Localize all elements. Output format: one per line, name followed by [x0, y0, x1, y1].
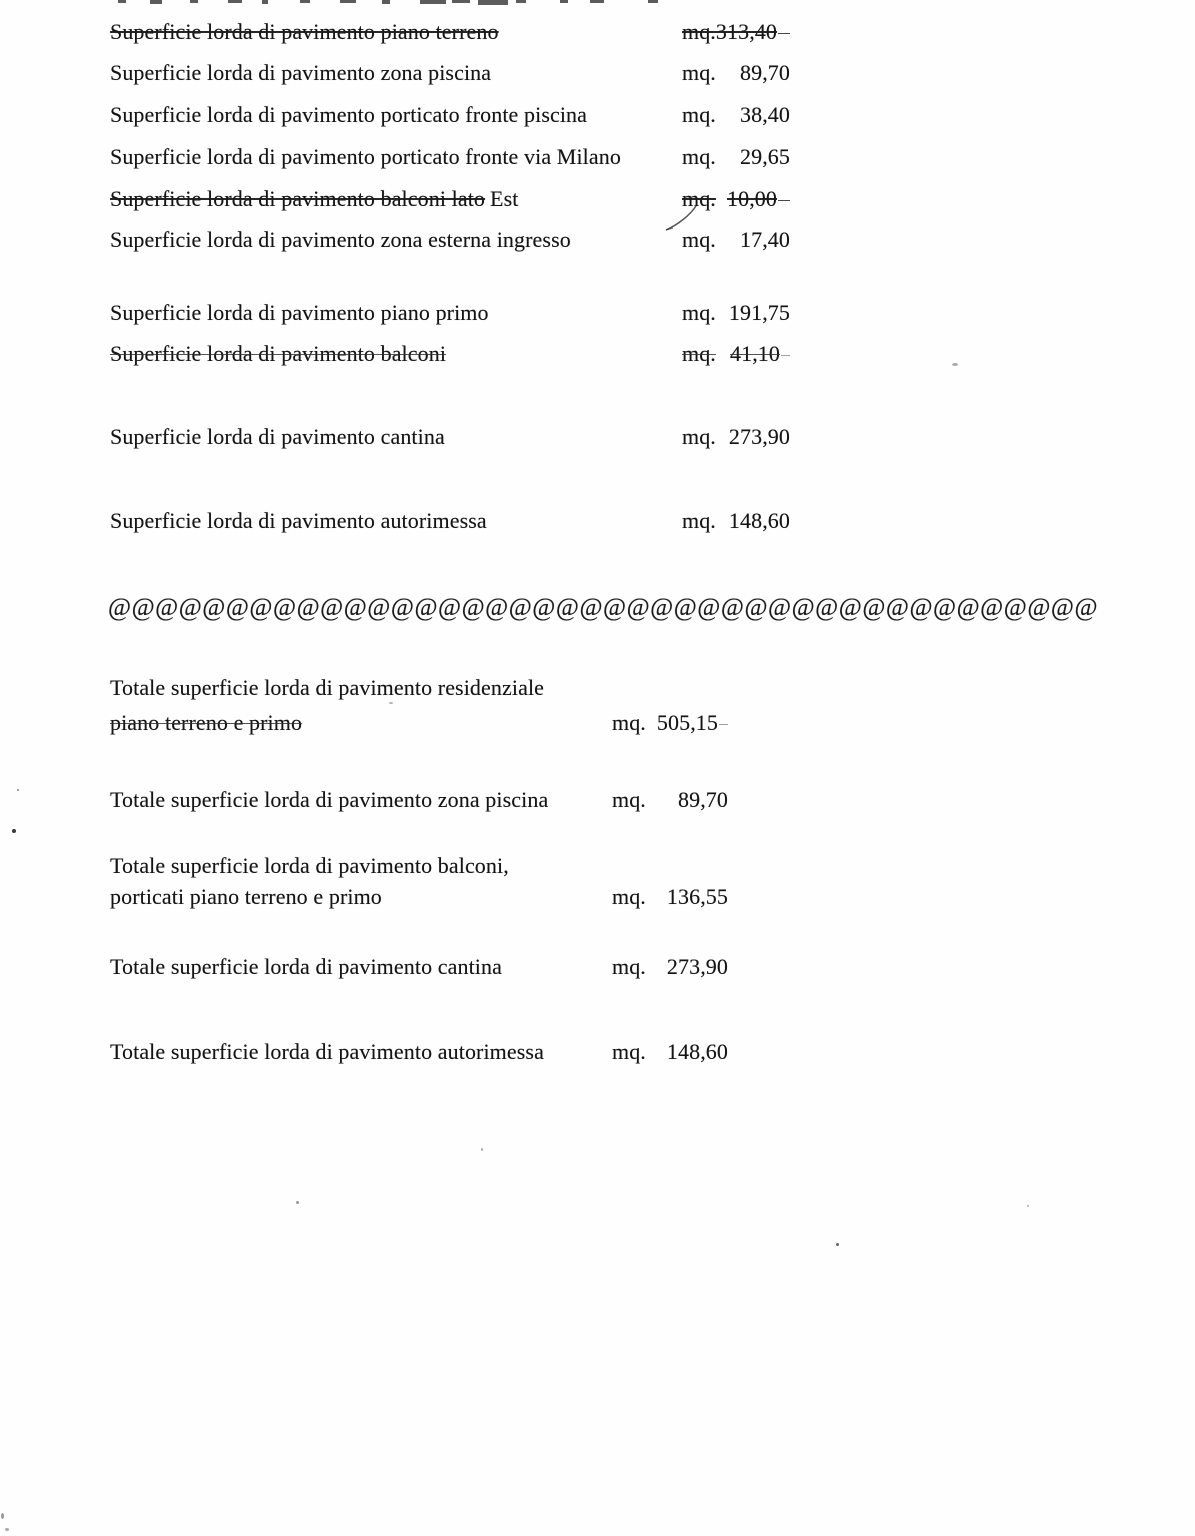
- unit-label: mq.: [612, 710, 646, 735]
- unit-label: mq.: [612, 1039, 646, 1064]
- unit-label: mq.: [682, 60, 716, 85]
- area-label: Superficie lorda di pavimento piano primo: [110, 300, 489, 325]
- totals-row: [110, 954, 728, 980]
- area-value: 273,90: [728, 424, 790, 449]
- unit-label: mq.: [682, 144, 716, 169]
- unit-label: mq.: [682, 424, 716, 449]
- area-value: 89,70: [740, 60, 790, 85]
- totals-value: 273,90: [666, 954, 728, 979]
- totals-value: 148,60: [666, 1039, 728, 1064]
- totals-value: 89,70: [678, 787, 728, 812]
- unit-label: mq.: [682, 19, 716, 44]
- totals-value: 136,55: [666, 884, 728, 909]
- area-row: [110, 424, 790, 450]
- area-row: [110, 227, 790, 253]
- totals-row: [110, 787, 728, 813]
- area-value: 191,75: [728, 300, 790, 325]
- area-row: [110, 341, 780, 367]
- unit-label: mq.: [682, 341, 716, 366]
- area-label: Superficie lorda di pavimento autorimessa: [110, 508, 487, 533]
- area-row: [110, 102, 790, 128]
- area-row: [110, 186, 777, 212]
- area-label-suffix: Est: [490, 186, 519, 211]
- area-label: Superficie lorda di pavimento zona esterna ingresso: [110, 227, 571, 252]
- unit-label: mq.: [682, 227, 716, 252]
- totals-label-line1: Totale superficie lorda di pavimento balconi,: [110, 853, 509, 878]
- area-row: [110, 19, 778, 45]
- totals-label-line1: Totale superficie lorda di pavimento residenziale: [110, 675, 545, 700]
- area-value: 29,65: [740, 144, 790, 169]
- area-value: 313,40: [716, 19, 790, 45]
- area-row: [110, 508, 790, 534]
- unit-label: mq.: [682, 102, 716, 127]
- area-label: Superficie lorda di pavimento piano terreno: [110, 19, 499, 44]
- totals-row: [110, 1039, 728, 1065]
- unit-label: mq.: [612, 787, 646, 812]
- area-value: 41,10: [730, 341, 790, 367]
- area-label: Superficie lorda di pavimento porticato fronte via Milano: [110, 144, 621, 169]
- unit-label: mq.: [682, 186, 716, 211]
- area-label: Superficie lorda di pavimento porticato fronte piscina: [110, 102, 588, 127]
- area-row: [110, 60, 790, 86]
- totals-label-line2: porticati piano terreno e primo: [110, 884, 382, 909]
- separator-row: @@@@@@@@@@@@@@@@@@@@@@@@@@@@@@@@@@@@@@@@@@: [108, 594, 1099, 621]
- unit-label: mq.: [612, 954, 646, 979]
- area-label: Superficie lorda di pavimento balconi: [110, 341, 447, 366]
- pen-mark: [663, 203, 699, 235]
- area-value: 148,60: [728, 508, 790, 533]
- totals-row: [110, 853, 509, 879]
- area-row: [110, 300, 790, 326]
- totals-label-line1: Totale superficie lorda di pavimento zona piscina: [110, 787, 549, 812]
- area-value: 38,40: [740, 102, 790, 127]
- totals-label-line1: Totale superficie lorda di pavimento autorimessa: [110, 1039, 544, 1064]
- totals-label-line1: Totale superficie lorda di pavimento cantina: [110, 954, 502, 979]
- totals-row: [110, 675, 544, 701]
- area-label: Superficie lorda di pavimento balconi lato: [110, 186, 486, 211]
- unit-label: mq.: [612, 884, 646, 909]
- area-value: 10,00: [727, 186, 790, 212]
- totals-value: 505,15: [657, 710, 728, 736]
- unit-label: mq.: [682, 508, 716, 533]
- totals-label-line2: piano terreno e primo: [110, 710, 303, 735]
- area-row: [110, 144, 790, 170]
- area-label: Superficie lorda di pavimento cantina: [110, 424, 445, 449]
- totals-row: [110, 710, 718, 736]
- area-label: Superficie lorda di pavimento zona piscina: [110, 60, 492, 85]
- totals-row: [110, 884, 728, 910]
- unit-label: mq.: [682, 300, 716, 325]
- area-value: 17,40: [740, 227, 790, 252]
